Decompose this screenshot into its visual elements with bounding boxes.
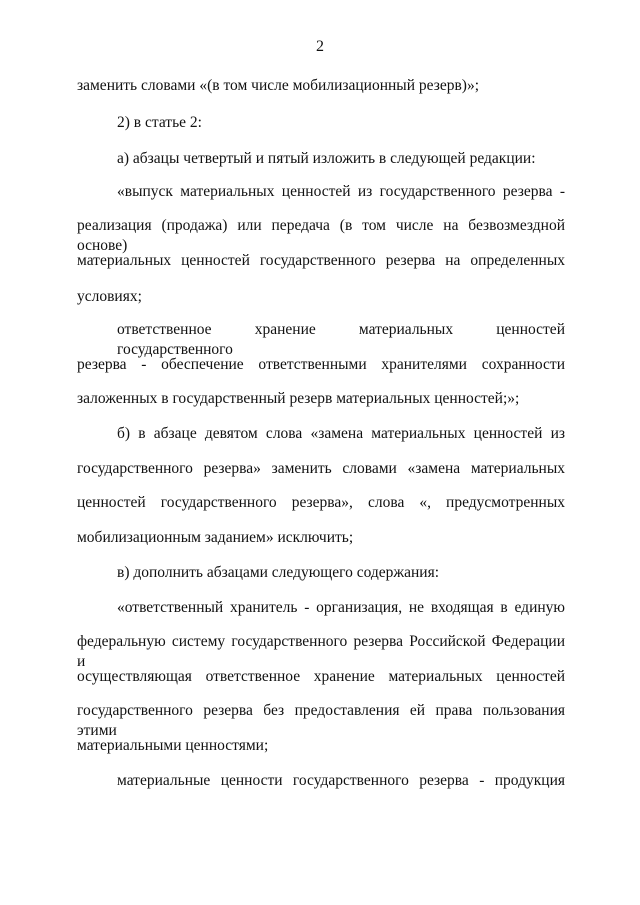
text-line: условиях;: [77, 288, 142, 305]
text-line: ответственное хранение материальных ценностей государственного: [117, 321, 565, 358]
text-line: материальные ценности государственного резерва - продукция: [117, 772, 565, 789]
text-line: государственного резерва без предоставления ей права пользования этими: [77, 702, 565, 739]
text-line: заменить словами «(в том числе мобилизационный резерв)»;: [77, 77, 480, 94]
text-line: в) дополнить абзацами следующего содержания:: [117, 564, 440, 581]
text-line: «ответственный хранитель - организация, не входящая в единую: [117, 599, 565, 616]
text-line: ценностей государственного резерва», слова «, предусмотренных: [77, 494, 565, 511]
text-line: а) абзацы четвертый и пятый изложить в следующей редакции:: [117, 150, 536, 167]
text-line: материальными ценностями;: [77, 737, 269, 754]
text-line: государственного резерва» заменить словами «замена материальных: [77, 460, 565, 477]
text-line: резерва - обеспечение ответственными хранителями сохранности: [77, 356, 565, 373]
text-line: федеральную систему государственного резерва Российской Федерации и: [77, 633, 565, 670]
text-line: реализация (продажа) или передача (в том числе на безвозмездной основе): [77, 217, 565, 254]
text-line: заложенных в государственный резерв материальных ценностей;»;: [77, 390, 520, 407]
text-line: мобилизационным заданием» исключить;: [77, 529, 354, 546]
page-number: 2: [316, 38, 324, 55]
text-line: материальных ценностей государственного резерва на определенных: [77, 252, 565, 269]
text-line: осуществляющая ответственное хранение материальных ценностей: [77, 668, 565, 685]
text-line: б) в абзаце девятом слова «замена материальных ценностей из: [117, 425, 565, 442]
text-line: 2) в статье 2:: [117, 114, 202, 131]
text-line: «выпуск материальных ценностей из государственного резерва -: [117, 183, 565, 200]
